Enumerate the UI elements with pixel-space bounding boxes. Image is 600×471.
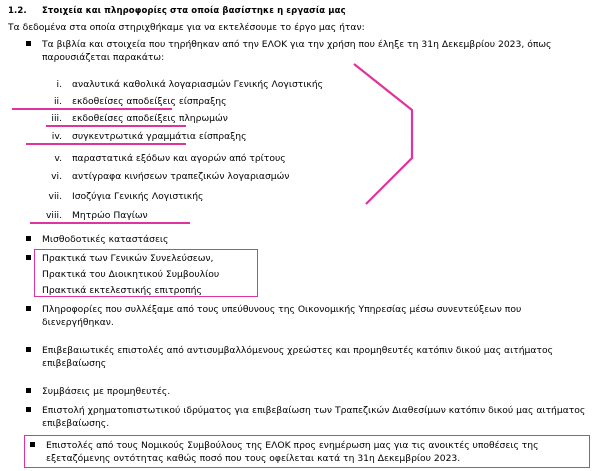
bullet-marker	[26, 41, 31, 46]
bullet-marker	[26, 236, 31, 241]
list-item-number: i.	[56, 79, 62, 90]
section-number: 1.2.	[8, 6, 27, 16]
list-item-label: Ισοζύγια Γενικής Λογιστικής	[72, 191, 204, 202]
list-item-label: εκδοθείσες αποδείξεις πληρωμών	[72, 113, 228, 124]
list-item-label: Πρακτικά εκτελεστικής επιτροπής	[42, 285, 202, 296]
list-item-label: εκδοθείσες αποδείξεις είσπραξης	[72, 96, 227, 107]
highlight-underline	[12, 108, 172, 110]
list-item-label: παραστατικά εξόδων και αγορών από τρίτους	[72, 153, 286, 164]
list-item-number: v.	[54, 153, 62, 164]
list-item-number: iii.	[51, 113, 62, 124]
bullet-marker	[26, 388, 31, 393]
list-item	[26, 344, 586, 370]
list-item	[26, 38, 586, 64]
bullet-marker	[26, 306, 31, 311]
list-item-label: Πρακτικά του Διοικητικού Συμβουλίου	[42, 269, 220, 280]
list-item-label: Πληροφορίες που συλλέξαμε από τους υπεύθυνους της Οικονομικής Υπηρεσίας μέσω συνεντεύξεων που διενεργήθηκαν.	[42, 304, 522, 328]
list-item-label: αναλυτικά καθολικά λογαριασμών Γενικής Λογιστικής	[72, 79, 324, 90]
list-item-label: Επιστολές από τους Νομικούς Συμβούλους της ΕΛΟΚ προς ενημέρωση μας για τις ανοικτές υποθέσεις της εξεταζόμενης οντότητας καθώς ποσό που τους οφείλεται κατά τη 31η Δεκεμβρίου 2023.	[46, 440, 539, 464]
list-item	[26, 303, 586, 329]
list-item	[36, 78, 376, 91]
list-item	[36, 190, 376, 203]
intro-paragraph: Τα δεδομένα στα οποία στηριχθήκαμε για να εκτελέσουμε το έργο μας ήταν:	[8, 22, 365, 33]
list-item-label: Συμβάσεις με προμηθευτές.	[42, 386, 171, 397]
list-item	[26, 268, 326, 281]
bullet-marker	[26, 347, 31, 352]
highlight-underline	[30, 222, 190, 224]
highlight-underline	[26, 143, 186, 145]
bullet-marker	[26, 255, 31, 260]
highlight-underline	[46, 125, 186, 127]
list-item	[36, 130, 376, 143]
list-item-label: Μητρώο Παγίων	[72, 210, 148, 221]
list-item	[26, 385, 426, 398]
list-item-number: ii.	[53, 96, 62, 107]
list-item-label: Πρακτικά των Γενικών Συνελεύσεων,	[42, 253, 214, 264]
list-item-number: iv.	[51, 131, 62, 142]
list-item-number: viii.	[45, 210, 62, 221]
section-heading	[8, 6, 592, 16]
list-item	[36, 170, 376, 183]
list-item-label: Μισθοδοτικές καταστάσεις	[42, 234, 169, 245]
bullet-marker	[26, 407, 31, 412]
list-item	[36, 95, 376, 108]
list-item-label: αντίγραφα κινήσεων τραπεζικών λογαριασμών	[72, 171, 290, 182]
section-title: Στοιχεία και πληροφορίες στα οποία βασίστηκε η εργασία μας	[42, 6, 346, 16]
list-item-number: vi.	[51, 171, 62, 182]
list-item-label: Τα βιβλία και στοιχεία που τηρήθηκαν από την ΕΛΟΚ για την χρήση που έληξε τη 31η Δεκεμβρίου 2023, όπως παρουσιάζεται παρακάτω:	[42, 39, 552, 63]
list-item-number: vii.	[48, 191, 62, 202]
list-item	[26, 233, 426, 246]
list-item-label: Επιβεβαιωτικές επιστολές από αντισυμβαλλόμενους χρεώστες και προμηθευτές κατόπιν δικού μας αιτήματος επιβεβαίωσης	[42, 345, 553, 369]
list-item	[26, 252, 326, 265]
list-item	[26, 284, 326, 297]
list-item	[30, 439, 586, 465]
list-item-label: Επιστολή χρηματοπιστωτικού ιδρύματος για επιβεβαίωση των Τραπεζικών Διαθεσίμων κατόπιν δικού μας αιτήματος επιβεβαίωσης.	[42, 405, 586, 429]
list-item	[36, 112, 376, 125]
list-item	[26, 404, 591, 430]
list-item-label: συγκεντρωτικά γραμμάτια είσπραξης	[72, 131, 247, 142]
bullet-marker	[30, 442, 35, 447]
list-item	[36, 209, 376, 222]
list-item	[36, 152, 376, 165]
